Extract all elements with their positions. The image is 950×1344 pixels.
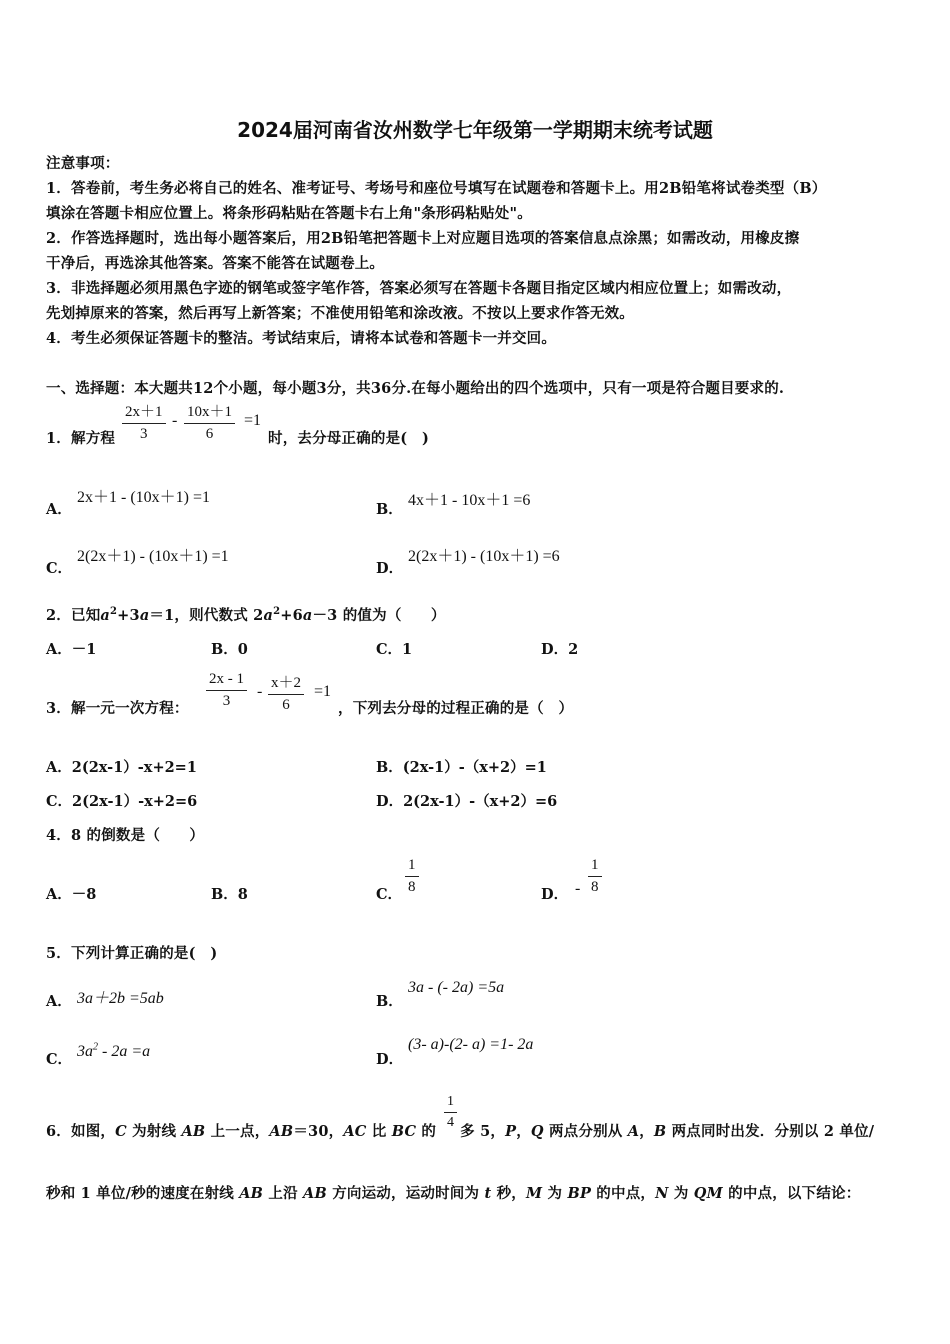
q1-fraction-1 [122, 400, 166, 443]
option-c[interactable]: C．2(2x-1）-x+2=6 [46, 793, 198, 810]
q6-fraction [444, 1094, 457, 1131]
option-a-label[interactable]: A． [46, 993, 72, 1010]
option-b[interactable]: B．8 [211, 886, 248, 903]
option-a-expr: 2x＋1 - (10x＋1) =1 [77, 489, 211, 506]
q6-text: 两点同时出发．分别以 2 单位/ [666, 1123, 875, 1140]
var-a: a [263, 607, 274, 624]
option-b[interactable]: B．0 [211, 641, 248, 658]
q6-text: 上一点， [205, 1123, 270, 1140]
var: AB [269, 1123, 294, 1140]
var: Q [530, 1123, 544, 1140]
exponent: 2 [93, 1041, 98, 1053]
option-d-label[interactable]: D． [376, 1051, 404, 1068]
option-c-fraction [405, 857, 419, 896]
exponent: 2 [273, 606, 281, 618]
option-d[interactable]: D．2(2x-1）-（x+2）=6 [376, 793, 558, 810]
fraction-denominator: 3 [222, 693, 231, 709]
equals-one: =1 [314, 683, 332, 700]
q6-text: 的中点，以下结论： [722, 1185, 861, 1202]
q6-text: ＝30， [293, 1123, 344, 1140]
notice-heading: 注意事项： [46, 155, 120, 172]
minus-sign: - [257, 683, 263, 700]
var: AB [181, 1123, 206, 1140]
option-a-label[interactable]: A． [46, 501, 72, 518]
var: N [655, 1185, 669, 1202]
expr-part: - 2a =a [98, 1043, 151, 1060]
var: C [115, 1123, 127, 1140]
fraction-numerator: x＋2 [268, 671, 304, 695]
option-c-label[interactable]: C． [46, 1051, 73, 1068]
option-c-expr: 2(2x＋1) - (10x＋1) =1 [77, 548, 229, 565]
q3-suffix: ，下列去分母的过程正确的是（ ） [338, 700, 574, 717]
option-b-label[interactable]: B． [376, 993, 403, 1010]
option-a[interactable]: A．2(2x-1）-x+2=1 [46, 759, 197, 776]
section-heading: 一、选择题：本大题共12个小题，每小题3分，共36分.在每小题给出的四个选项中，只有一项是符合题目要求的. [46, 380, 785, 397]
var: A [627, 1123, 640, 1140]
option-d-label[interactable]: D． [541, 886, 569, 903]
option-b-expr: 3a - (- 2a) =5a [408, 979, 505, 996]
q1-fraction-2 [184, 400, 235, 443]
option-b-expr: 4x＋1 - 10x＋1 =6 [408, 492, 531, 509]
q6-text: 比 [366, 1123, 392, 1140]
option-a-expr: 3a＋2b =5ab [77, 990, 164, 1007]
fraction-numerator: 1 [405, 857, 419, 877]
q3-fraction-1 [206, 671, 247, 710]
option-d-fraction [588, 857, 602, 896]
q6-text: 上沿 [263, 1185, 304, 1202]
notice-line: 4．考生必须保证答题卡的整洁。考试结束后，请将本试卷和答题卡一并交回。 [46, 330, 557, 347]
option-d-expr: (3- a)-(2- a) =1- 2a [408, 1036, 534, 1053]
option-d[interactable]: D．2 [541, 641, 579, 658]
var: B [653, 1123, 667, 1140]
var-a: a [100, 607, 110, 624]
q6-text: 的 [416, 1123, 437, 1140]
q6-text: 多 5， [460, 1123, 506, 1140]
notice-line: 1．答卷前，考生务必将自己的姓名、准考证号、考场号和座位号填写在试题卷和答题卡上。用2B铅笔将试卷类型（B） [46, 180, 827, 197]
q6-text: 秒， [491, 1185, 527, 1202]
var: AB [239, 1185, 264, 1202]
q5-stem: 5．下列计算正确的是( ) [46, 945, 218, 962]
fraction-denominator: 8 [591, 879, 599, 895]
q2-stem [46, 604, 446, 625]
var: BP [567, 1185, 592, 1202]
q6-text: 为射线 [126, 1123, 182, 1140]
fraction-denominator: 8 [408, 879, 416, 895]
option-b[interactable]: B．(2x-1）-（x+2）=1 [376, 759, 547, 776]
q1-prefix: 1．解方程 [46, 430, 116, 447]
option-c-label[interactable]: C． [46, 560, 73, 577]
q2-stem-text: +6 [280, 607, 303, 624]
notice-line: 先划掉原来的答案，然后再写上新答案；不准使用铅笔和涂改液。不按以上要求作答无效。 [46, 305, 634, 322]
var: M [526, 1185, 543, 1202]
fraction-numerator: 2x - 1 [206, 671, 247, 691]
option-d-label[interactable]: D． [376, 560, 404, 577]
q6-text: 两点分别从 [543, 1123, 628, 1140]
var: P [505, 1123, 517, 1140]
q6-line-1 [46, 1120, 874, 1141]
q6-text: 为 [542, 1185, 568, 1202]
q6-text: 的中点， [591, 1185, 656, 1202]
exponent: 2 [110, 606, 118, 618]
q6-line-2 [46, 1182, 860, 1203]
q6-text: 为 [668, 1185, 694, 1202]
q3-prefix: 3．解一元一次方程： [46, 700, 189, 717]
q3-fraction-2 [268, 671, 304, 714]
var: QM [693, 1185, 723, 1202]
minus-sign: - [575, 880, 581, 897]
q2-stem-text: －3 的值为（ ） [312, 607, 446, 624]
q6-text: 6．如图， [46, 1123, 116, 1140]
var: BC [391, 1123, 417, 1140]
notice-line: 3．非选择题必须用黑色字迹的钢笔或签字笔作答，答案必须写在答题卡各题目指定区域内相应位置上；如需改动， [46, 280, 792, 297]
option-c-expr [77, 1043, 150, 1061]
var: t [484, 1185, 492, 1202]
q6-text: 秒和 1 单位/秒的速度在射线 [46, 1185, 240, 1202]
q1-suffix: 时，去分母正确的是( ) [268, 430, 430, 447]
fraction-denominator: 4 [447, 1115, 454, 1130]
fraction-numerator: 1 [588, 857, 602, 877]
fraction-numerator: 1 [444, 1094, 457, 1113]
q2-stem-text: 2．已知 [46, 607, 101, 624]
option-b-label[interactable]: B． [376, 501, 403, 518]
option-d-expr: 2(2x＋1) - (10x＋1) =6 [408, 548, 560, 565]
option-a[interactable]: A．－1 [46, 641, 97, 658]
var: AC [343, 1123, 367, 1140]
var: AB [303, 1185, 327, 1202]
notice-line: 干净后，再选涂其他答案。答案不能答在试题卷上。 [46, 255, 385, 272]
notice-line: 填涂在答题卡相应位置上。将条形码粘贴在答题卡右上角"条形码粘贴处"。 [46, 205, 532, 222]
q6-text: 方向运动，运动时间为 [326, 1185, 485, 1202]
q2-stem-text: ＝1，则代数式 2 [149, 607, 264, 624]
option-c[interactable]: C．1 [376, 641, 413, 658]
fraction-numerator: 10x＋1 [184, 400, 235, 424]
fraction-denominator: 6 [205, 426, 214, 442]
var-a: a [302, 607, 313, 624]
option-a[interactable]: A．－8 [46, 886, 97, 903]
var-a: a [139, 607, 150, 624]
q2-stem-text: +3 [117, 607, 140, 624]
fraction-denominator: 3 [140, 426, 148, 442]
minus-sign: - [172, 412, 178, 429]
option-c-label[interactable]: C． [376, 886, 403, 903]
q4-stem: 4．8 的倒数是（ ） [46, 827, 205, 844]
page-title: 2024届河南省汝州数学七年级第一学期期末统考试题 [237, 118, 713, 142]
equals-one: =1 [244, 412, 262, 429]
q6-text: ， [516, 1123, 531, 1140]
fraction-numerator: 2x＋1 [122, 400, 166, 424]
fraction-denominator: 6 [282, 697, 290, 713]
q6-text: ， [639, 1123, 654, 1140]
notice-line: 2．作答选择题时，选出每小题答案后，用2B铅笔把答题卡上对应题目选项的答案信息点涂黑；如需改动，用橡皮擦 [46, 230, 800, 247]
expr-part: 3a [77, 1043, 93, 1060]
